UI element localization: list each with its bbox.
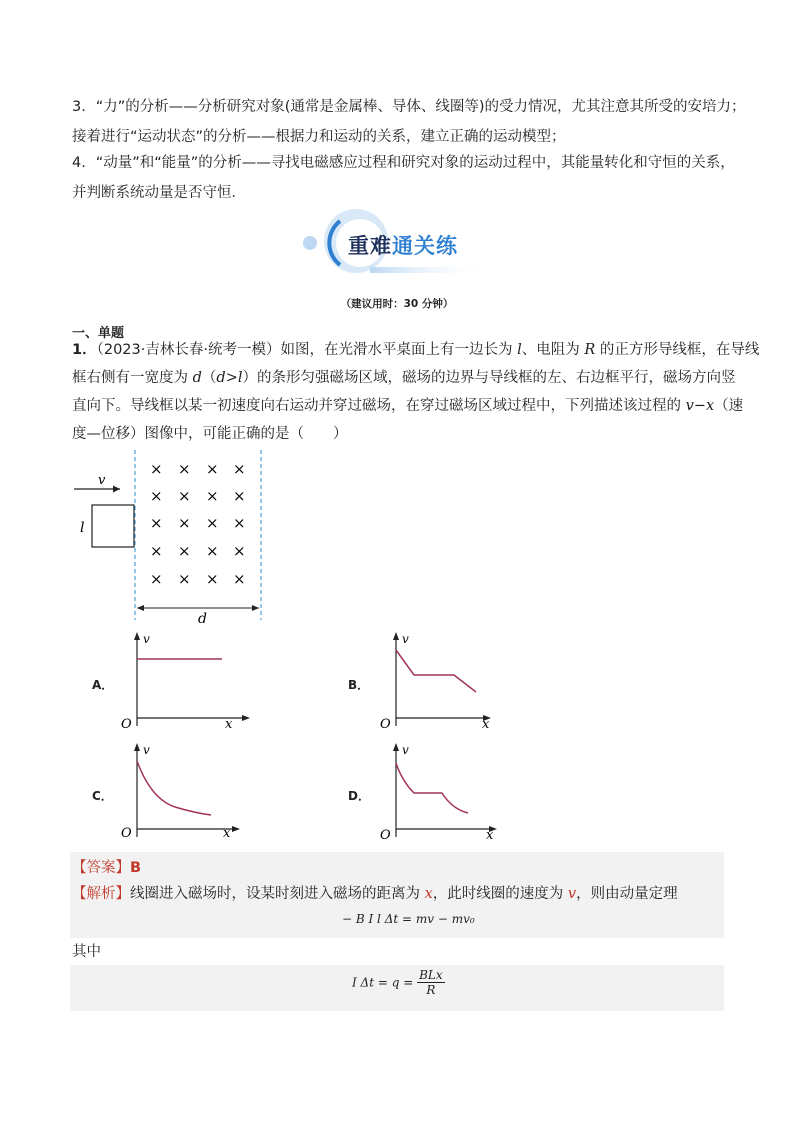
option-a-graph	[115, 630, 255, 730]
field-cross: ×	[178, 487, 191, 505]
field-cross: ×	[206, 570, 219, 588]
eq2-left: I Δt = q =	[352, 975, 414, 990]
square-coil	[92, 505, 134, 547]
field-cross: ×	[150, 514, 163, 532]
option-c-curve	[137, 761, 211, 815]
banner-title	[348, 230, 458, 260]
option-a-o: O	[121, 717, 132, 730]
field-cross: ×	[233, 514, 246, 532]
intro-item-4	[72, 148, 735, 208]
question-seg1: 如图，在光滑水平桌面上有一边长为	[280, 342, 518, 358]
field-cross: ×	[178, 542, 191, 560]
section-title: 一、单题	[72, 326, 125, 341]
answer-value: B	[130, 860, 142, 876]
eq2-numerator: BLx	[419, 968, 443, 982]
question-line3-seg2: （速	[714, 398, 744, 414]
question-line-2	[72, 364, 736, 392]
time-hint: （建议用时：30 分钟）	[340, 298, 454, 310]
question-line-3	[72, 392, 744, 420]
question-source: （2023·吉林长春·统考一模）	[96, 342, 281, 358]
var-d: d	[192, 370, 202, 386]
question-line3-seg1: 直向下。导线框以某一初速度向右运动并穿过磁场，在穿过磁场区域过程中，下列描述该过程的	[72, 398, 686, 414]
analysis-seg3: ，则由动量定理	[576, 886, 678, 902]
item4-line2: 并判断系统动量是否守恒．	[72, 185, 246, 201]
field-cross: ×	[233, 542, 246, 560]
var-cond: d>l	[216, 370, 243, 386]
field-cross: ×	[233, 460, 246, 478]
option-c-o: O	[121, 826, 132, 841]
question-line2-seg1: 框右侧有一宽度为	[72, 370, 193, 386]
equation-momentum: − B I l Δt = mv − mv₀	[342, 912, 475, 926]
intro-item-3	[72, 92, 746, 152]
field-cross: ×	[206, 487, 219, 505]
magnetic-field-crosses	[150, 460, 246, 588]
var-x: x	[705, 398, 715, 414]
answer-line	[72, 856, 141, 877]
field-cross: ×	[206, 542, 219, 560]
option-b-graph	[372, 630, 512, 730]
option-a-label: A．	[92, 678, 114, 692]
question-line-1	[72, 336, 760, 364]
option-d-o: O	[380, 828, 391, 841]
analysis-seg1: 线圈进入磁场时，设某时刻进入磁场的距离为	[130, 886, 425, 902]
option-c-graph	[115, 741, 255, 841]
option-d-curve	[396, 763, 468, 813]
banner-small-dot	[303, 236, 317, 250]
question-line2-seg2: （	[201, 370, 217, 386]
option-c-v: v	[143, 743, 150, 757]
qizhong-label: 其中	[72, 944, 101, 960]
option-b-label: B．	[348, 678, 370, 692]
field-cross: ×	[150, 542, 163, 560]
option-d-v: v	[402, 743, 409, 757]
item3-line2: 接着进行“运动状态”的分析——根据力和运动的关系，建立正确的运动模型；	[72, 129, 566, 145]
option-b-curve	[396, 650, 476, 692]
field-cross: ×	[178, 514, 191, 532]
option-c-label: C．	[92, 789, 113, 803]
field-cross: ×	[150, 460, 163, 478]
analysis-line	[72, 882, 678, 903]
option-d-x: x	[486, 828, 494, 841]
eq2-denominator: R	[426, 983, 436, 997]
field-cross: ×	[150, 487, 163, 505]
option-a-x: x	[225, 717, 233, 730]
question-number: 1．	[72, 342, 97, 358]
question-line-4: 度—位移）图像中，可能正确的是（ ）	[72, 426, 348, 442]
option-b-v: v	[402, 632, 409, 646]
banner-underline	[370, 267, 490, 273]
answer-tag: 【答案】	[72, 860, 130, 876]
question-seg2: 、电阻为	[521, 342, 585, 358]
analysis-seg2: ，此时线圈的速度为	[432, 886, 568, 902]
option-b-x: x	[482, 717, 490, 730]
option-b-o: O	[380, 717, 391, 730]
item3-line1: 3．“力”的分析——分析研究对象(通常是金属棒、导体、线圈等)的受力情况，尤其注意其所受的安培力；	[72, 99, 746, 115]
physics-figure	[60, 448, 280, 628]
field-cross: ×	[150, 570, 163, 588]
field-cross: ×	[233, 570, 246, 588]
dash: −	[693, 398, 706, 414]
analysis-var-v: v	[567, 886, 577, 902]
side-length-label: l	[80, 520, 85, 536]
field-cross: ×	[178, 570, 191, 588]
field-cross: ×	[178, 460, 191, 478]
var-R: R	[584, 342, 596, 358]
analysis-var-x: x	[424, 886, 433, 902]
equation-charge	[352, 968, 445, 997]
width-label: d	[198, 611, 207, 627]
var-v: v	[685, 398, 694, 414]
field-cross: ×	[206, 460, 219, 478]
analysis-tag: 【解析】	[72, 886, 130, 902]
banner-title-blue: 通关练	[392, 234, 458, 258]
option-a-v: v	[143, 632, 150, 646]
option-d-graph	[372, 741, 512, 841]
banner-title-dark: 重难	[348, 234, 392, 258]
field-cross: ×	[233, 487, 246, 505]
option-c-x: x	[223, 826, 231, 841]
field-cross: ×	[206, 514, 219, 532]
option-d-label: D．	[348, 789, 370, 803]
question-text	[72, 336, 760, 448]
var-l: l	[517, 342, 522, 358]
velocity-label: v	[98, 473, 106, 488]
eq2-fraction	[417, 968, 445, 997]
question-seg3: 的正方形导线框，在导线	[595, 342, 760, 358]
question-line2-seg3: ）的条形匀强磁场区域，磁场的边界与导线框的左、右边框平行，磁场方向竖	[242, 370, 736, 386]
item4-line1: 4．“动量”和“能量”的分析——寻找电磁感应过程和研究对象的运动过程中，其能量转化和守恒的关系，	[72, 155, 735, 171]
